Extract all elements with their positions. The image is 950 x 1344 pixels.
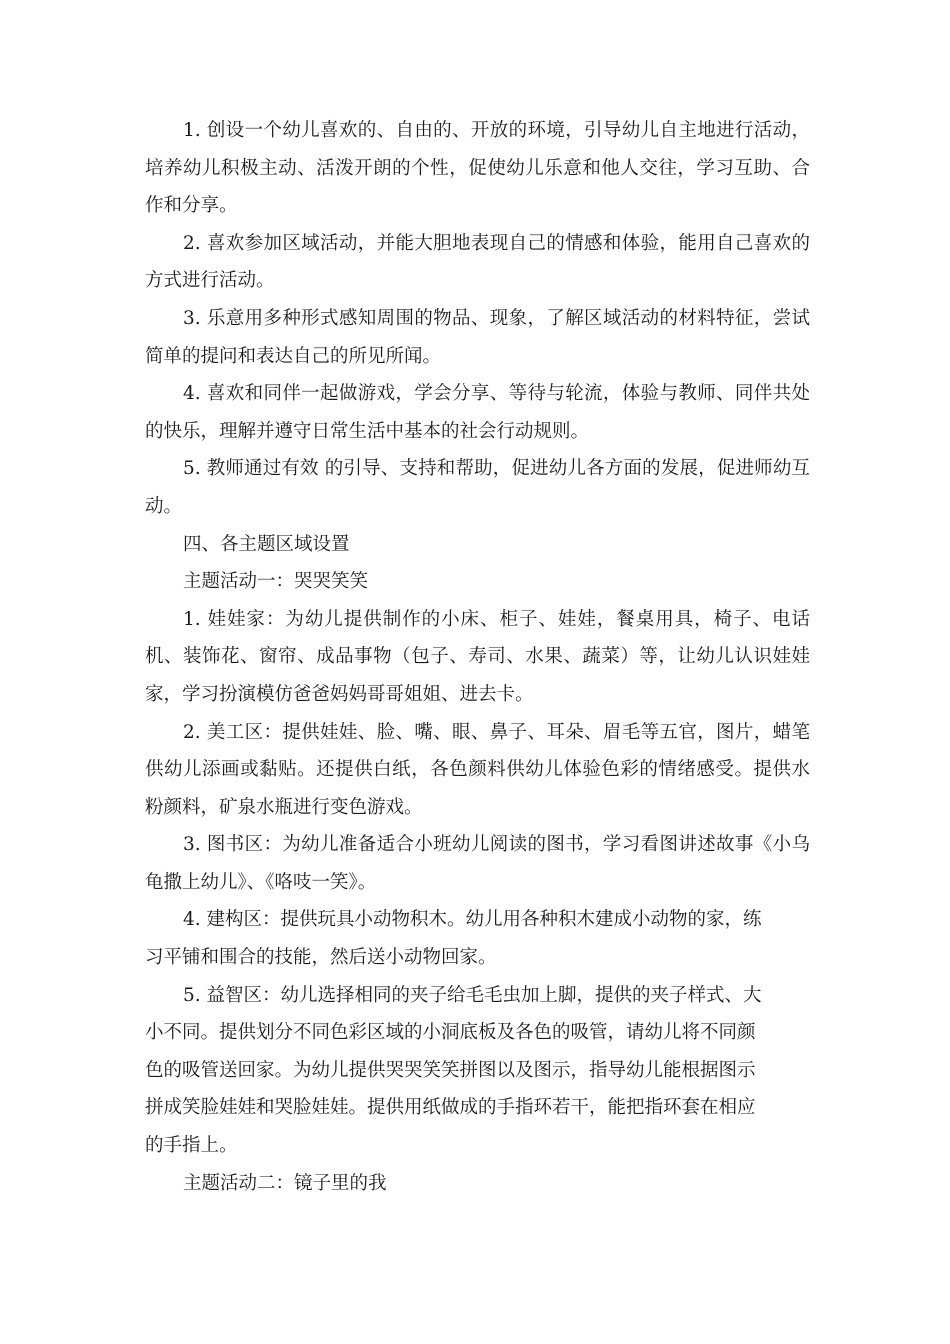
construction-line-2: 习平铺和围合的技能，然后送小动物回家。 [145,947,497,969]
goal-paragraph-4: 4. 喜欢和同伴一起做游戏，学会分享、等待与轮流，体验与教师、同伴共处的快乐，理解并遵守日常生活中基本的社会行动规则。 [145,383,810,442]
theme1-item-book-area: 3. 图书区：为幼儿准备适合小班幼儿阅读的图书，学习看图讲述故事《小乌龟撒上幼儿》、《咯吱一笑》。 [145,834,810,893]
construction-line-1: 4. 建构区：提供玩具小动物积木。幼儿用各种积木建成小动物的家，练 [183,909,762,931]
theme1-heading: 主题活动一：哭哭笑笑 [183,571,369,593]
theme1-item-art-area: 2. 美工区：提供娃娃、脸、嘴、眼、鼻子、耳朵、眉毛等五官，图片，蜡笔供幼儿添画或黏贴。还提供白纸，各色颜料供幼儿体验色彩的情绪感受。提供水粉颜料，矿泉水瓶进行变色游戏。 [145,721,810,818]
theme2-heading: 主题活动二：镜子里的我 [183,1172,387,1194]
section-heading: 四、各主题区域设置 [183,533,350,555]
goal-paragraph-5: 5. 教师通过有效 的引导、支持和帮助，促进幼儿各方面的发展，促进师幼互动。 [145,458,810,517]
goal-paragraph-1: 1. 创设一个幼儿喜欢的、自由的、开放的环境，引导幼儿自主地进行活动，培养幼儿积极主动、活泼开朗的个性，促使幼儿乐意和他人交往，学习互助、合作和分享。 [145,120,810,217]
goal-paragraph-2: 2. 喜欢参加区域活动，并能大胆地表现自己的情感和体验，能用自己喜欢的方式进行活动。 [145,232,810,292]
document-body [145,112,810,1202]
puzzle-line-2: 小不同。提供划分不同色彩区域的小洞底板及各色的吸管，请幼儿将不同颜 [145,1022,756,1044]
theme1-item-construction-area [145,901,810,976]
puzzle-line-4: 拼成笑脸娃娃和哭脸娃娃。提供用纸做成的手指环若干，能把指环套在相应 [145,1097,756,1119]
puzzle-line-3: 色的吸管送回家。为幼儿提供哭哭笑笑拼图以及图示，指导幼儿能根据图示 [145,1059,756,1081]
theme1-item-doll-house: 1. 娃娃家：为幼儿提供制作的小床、柜子、娃娃，餐桌用具，椅子、电话机、装饰花、窗帘、成品事物（包子、寿司、水果、蔬菜）等，让幼儿认识娃娃家，学习扮演模仿爸爸妈妈哥哥姐姐、进去卡。 [145,608,810,705]
goal-paragraph-3: 3. 乐意用多种形式感知周围的物品、现象，了解区域活动的材料特征，尝试简单的提问和表达自己的所见所闻。 [145,307,810,367]
puzzle-line-1: 5. 益智区：幼儿选择相同的夹子给毛毛虫加上脚，提供的夹子样式、大 [183,984,762,1006]
theme1-item-puzzle-area [145,977,810,1165]
puzzle-line-5: 的手指上。 [145,1135,238,1157]
